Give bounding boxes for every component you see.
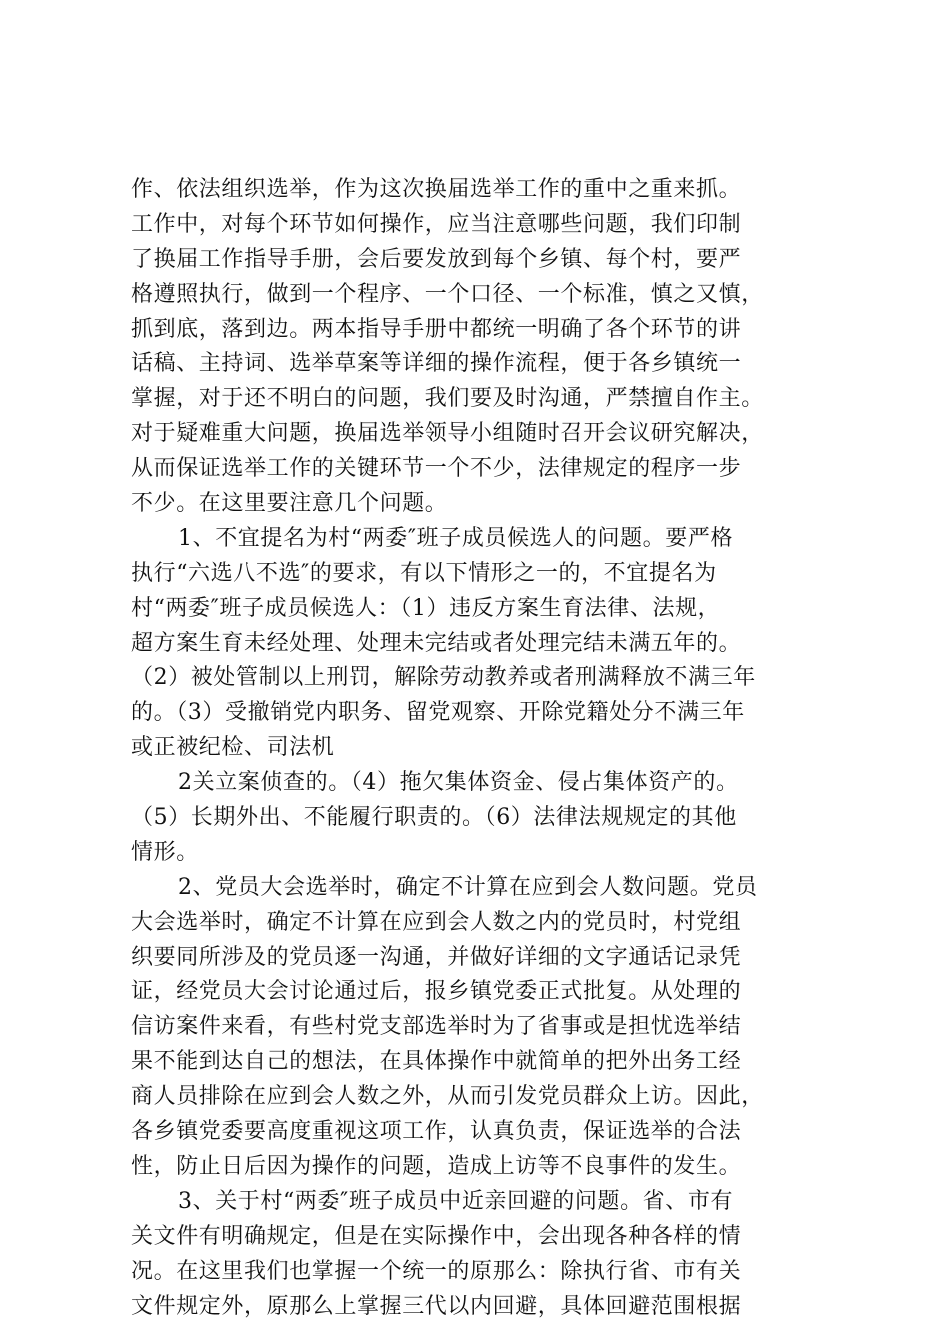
text-line: 了换届工作指导手册，会后要发放到每个乡镇、每个村，要严	[131, 246, 742, 272]
text-line: 各乡镇党委要高度重视这项工作，认真负责，保证选举的合法	[131, 1119, 742, 1145]
text-line: 执行“六选八不选″的要求，有以下情形之一的，不宜提名为	[131, 560, 717, 586]
text-line: 信访案件来看，有些村党支部选举时为了省事或是担忧选举结	[131, 1014, 742, 1040]
text-line: 从而保证选举工作的关键环节一个不少，法律规定的程序一步	[131, 456, 742, 482]
text-line: 作、依法组织选举，作为这次换届选举工作的重中之重来抓。	[131, 177, 742, 202]
text-line: 超方案生育未经处理、处理未完结或者处理完结未满五年的。	[131, 630, 742, 656]
text-line: 证，经党员大会讨论通过后，报乡镇党委正式批复。从处理的	[131, 979, 742, 1005]
text-line: （5）长期外出、不能履行职责的。（6）法律法规规定的其他	[131, 805, 737, 831]
text-line: 情形。	[131, 839, 199, 865]
text-line: 关文件有明确规定，但是在实际操作中，会出现各种各样的情	[131, 1223, 742, 1249]
text-line: 村“两委″班子成员候选人：（1）违反方案生育法律、法规，	[131, 595, 721, 621]
text-line: 况。在这里我们也掌握一个统一的原那么：除执行省、市有关	[131, 1258, 742, 1284]
text-line: 的。（3）受撤销党内职务、留党观察、开除党籍处分不满三年	[131, 700, 745, 726]
text-line: 织要同所涉及的党员逐一沟通，并做好详细的文字通话记录凭	[131, 944, 742, 970]
text-line: 格遵照执行，做到一个程序、一个口径、一个标准，慎之又慎，	[131, 281, 764, 307]
text-line: 1、不宜提名为村“两委″班子成员候选人的问题。要严格	[178, 525, 734, 551]
text-line: 大会选举时，确定不计算在应到会人数之内的党员时，村党组	[131, 909, 742, 935]
text-line: 抓到底，落到边。两本指导手册中都统一明确了各个环节的讲	[131, 316, 742, 342]
text-line: 工作中，对每个环节如何操作，应当注意哪些问题，我们印制	[131, 211, 742, 237]
text-line: 商人员排除在应到会人数之外，从而引发党员群众上访。因此，	[131, 1084, 764, 1110]
text-line: 2、党员大会选举时，确定不计算在应到会人数问题。党员	[178, 874, 758, 900]
text-line: 果不能到达自己的想法，在具体操作中就简单的把外出务工经	[131, 1049, 742, 1075]
text-line: 性，防止日后因为操作的问题，造成上访等不良事件的发生。	[131, 1153, 742, 1179]
text-line: 文件规定外，原那么上掌握三代以内回避，具体回避范围根据	[131, 1293, 742, 1319]
text-line: 不少。在这里要注意几个问题。	[131, 491, 448, 517]
text-line: 话稿、主持词、选举草案等详细的操作流程，便于各乡镇统一	[131, 351, 742, 377]
text-line: 2关立案侦查的。（4）拖欠集体资金、侵占集体资产的。	[178, 770, 739, 796]
body-text	[131, 173, 831, 1324]
text-line: 或正被纪检、司法机	[131, 735, 335, 761]
text-line: 3、关于村“两委″班子成员中近亲回避的问题。省、市有	[178, 1188, 734, 1214]
text-line: 对于疑难重大问题，换届选举领导小组随时召开会议研究解决，	[131, 421, 764, 447]
text-line: 掌握，对于还不明白的问题，我们要及时沟通，严禁擅自作主。	[131, 386, 764, 412]
text-line: （2）被处管制以上刑罚，解除劳动教养或者刑满释放不满三年	[131, 665, 756, 691]
